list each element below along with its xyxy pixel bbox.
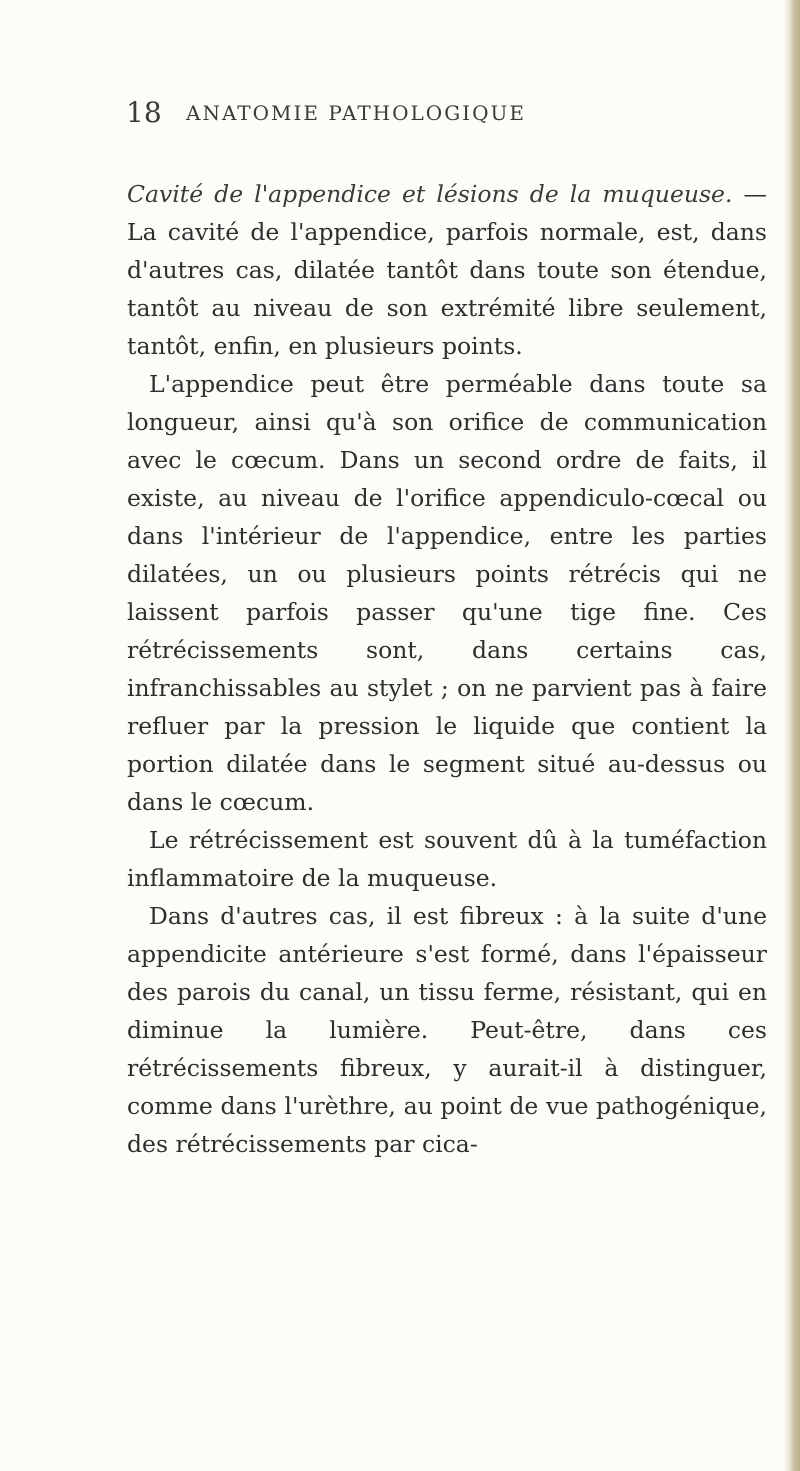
paragraph-1-text: — La cavité de l'appendice, parfois normale, est, dans d'autres cas, dilatée tantôt dans toute son étendue, tantôt au niveau de son extrémité libre seulement, tantôt, enfin, en plusieurs points. <box>127 180 767 360</box>
page-number: 18 <box>126 96 162 129</box>
page-header <box>126 93 766 133</box>
body-text <box>127 175 767 1163</box>
page-edge-shadow <box>784 0 800 1471</box>
paragraph-1 <box>127 175 767 365</box>
paragraph-2: L'appendice peut être perméable dans toute sa longueur, ainsi qu'à son orifice de communication avec le cœcum. Dans un second ordre de faits, il existe, au niveau de l'orifice appendiculo-cœcal ou dans l'intérieur de l'appendice, entre les parties dilatées, un ou plusieurs points rétrécis qui ne laissent parfois passer qu'une tige fine. Ces rétrécissements sont, dans certains cas, infranchissables au stylet ; on ne parvient pas à faire refluer par la pression le liquide que contient la portion dilatée dans le segment situé au-dessus ou dans le cœcum. <box>127 370 767 816</box>
running-title: ANATOMIE PATHOLOGIQUE <box>186 101 526 125</box>
paragraph-4: Dans d'autres cas, il est fibreux : à la suite d'une appendicite antérieure s'est formé, dans l'épaisseur des parois du canal, un tissu ferme, résistant, qui en diminue la lumière. Peut-être, dans ces rétrécissements fibreux, y aurait-il à distinguer, comme dans l'urèthre, au point de vue pathogénique, des rétrécissements par cica- <box>127 902 767 1158</box>
paragraph-3: Le rétrécissement est souvent dû à la tuméfaction inflammatoire de la muqueuse. <box>127 826 767 892</box>
section-heading: Cavité de l'appendice et lésions de la muqueuse. <box>127 180 733 208</box>
